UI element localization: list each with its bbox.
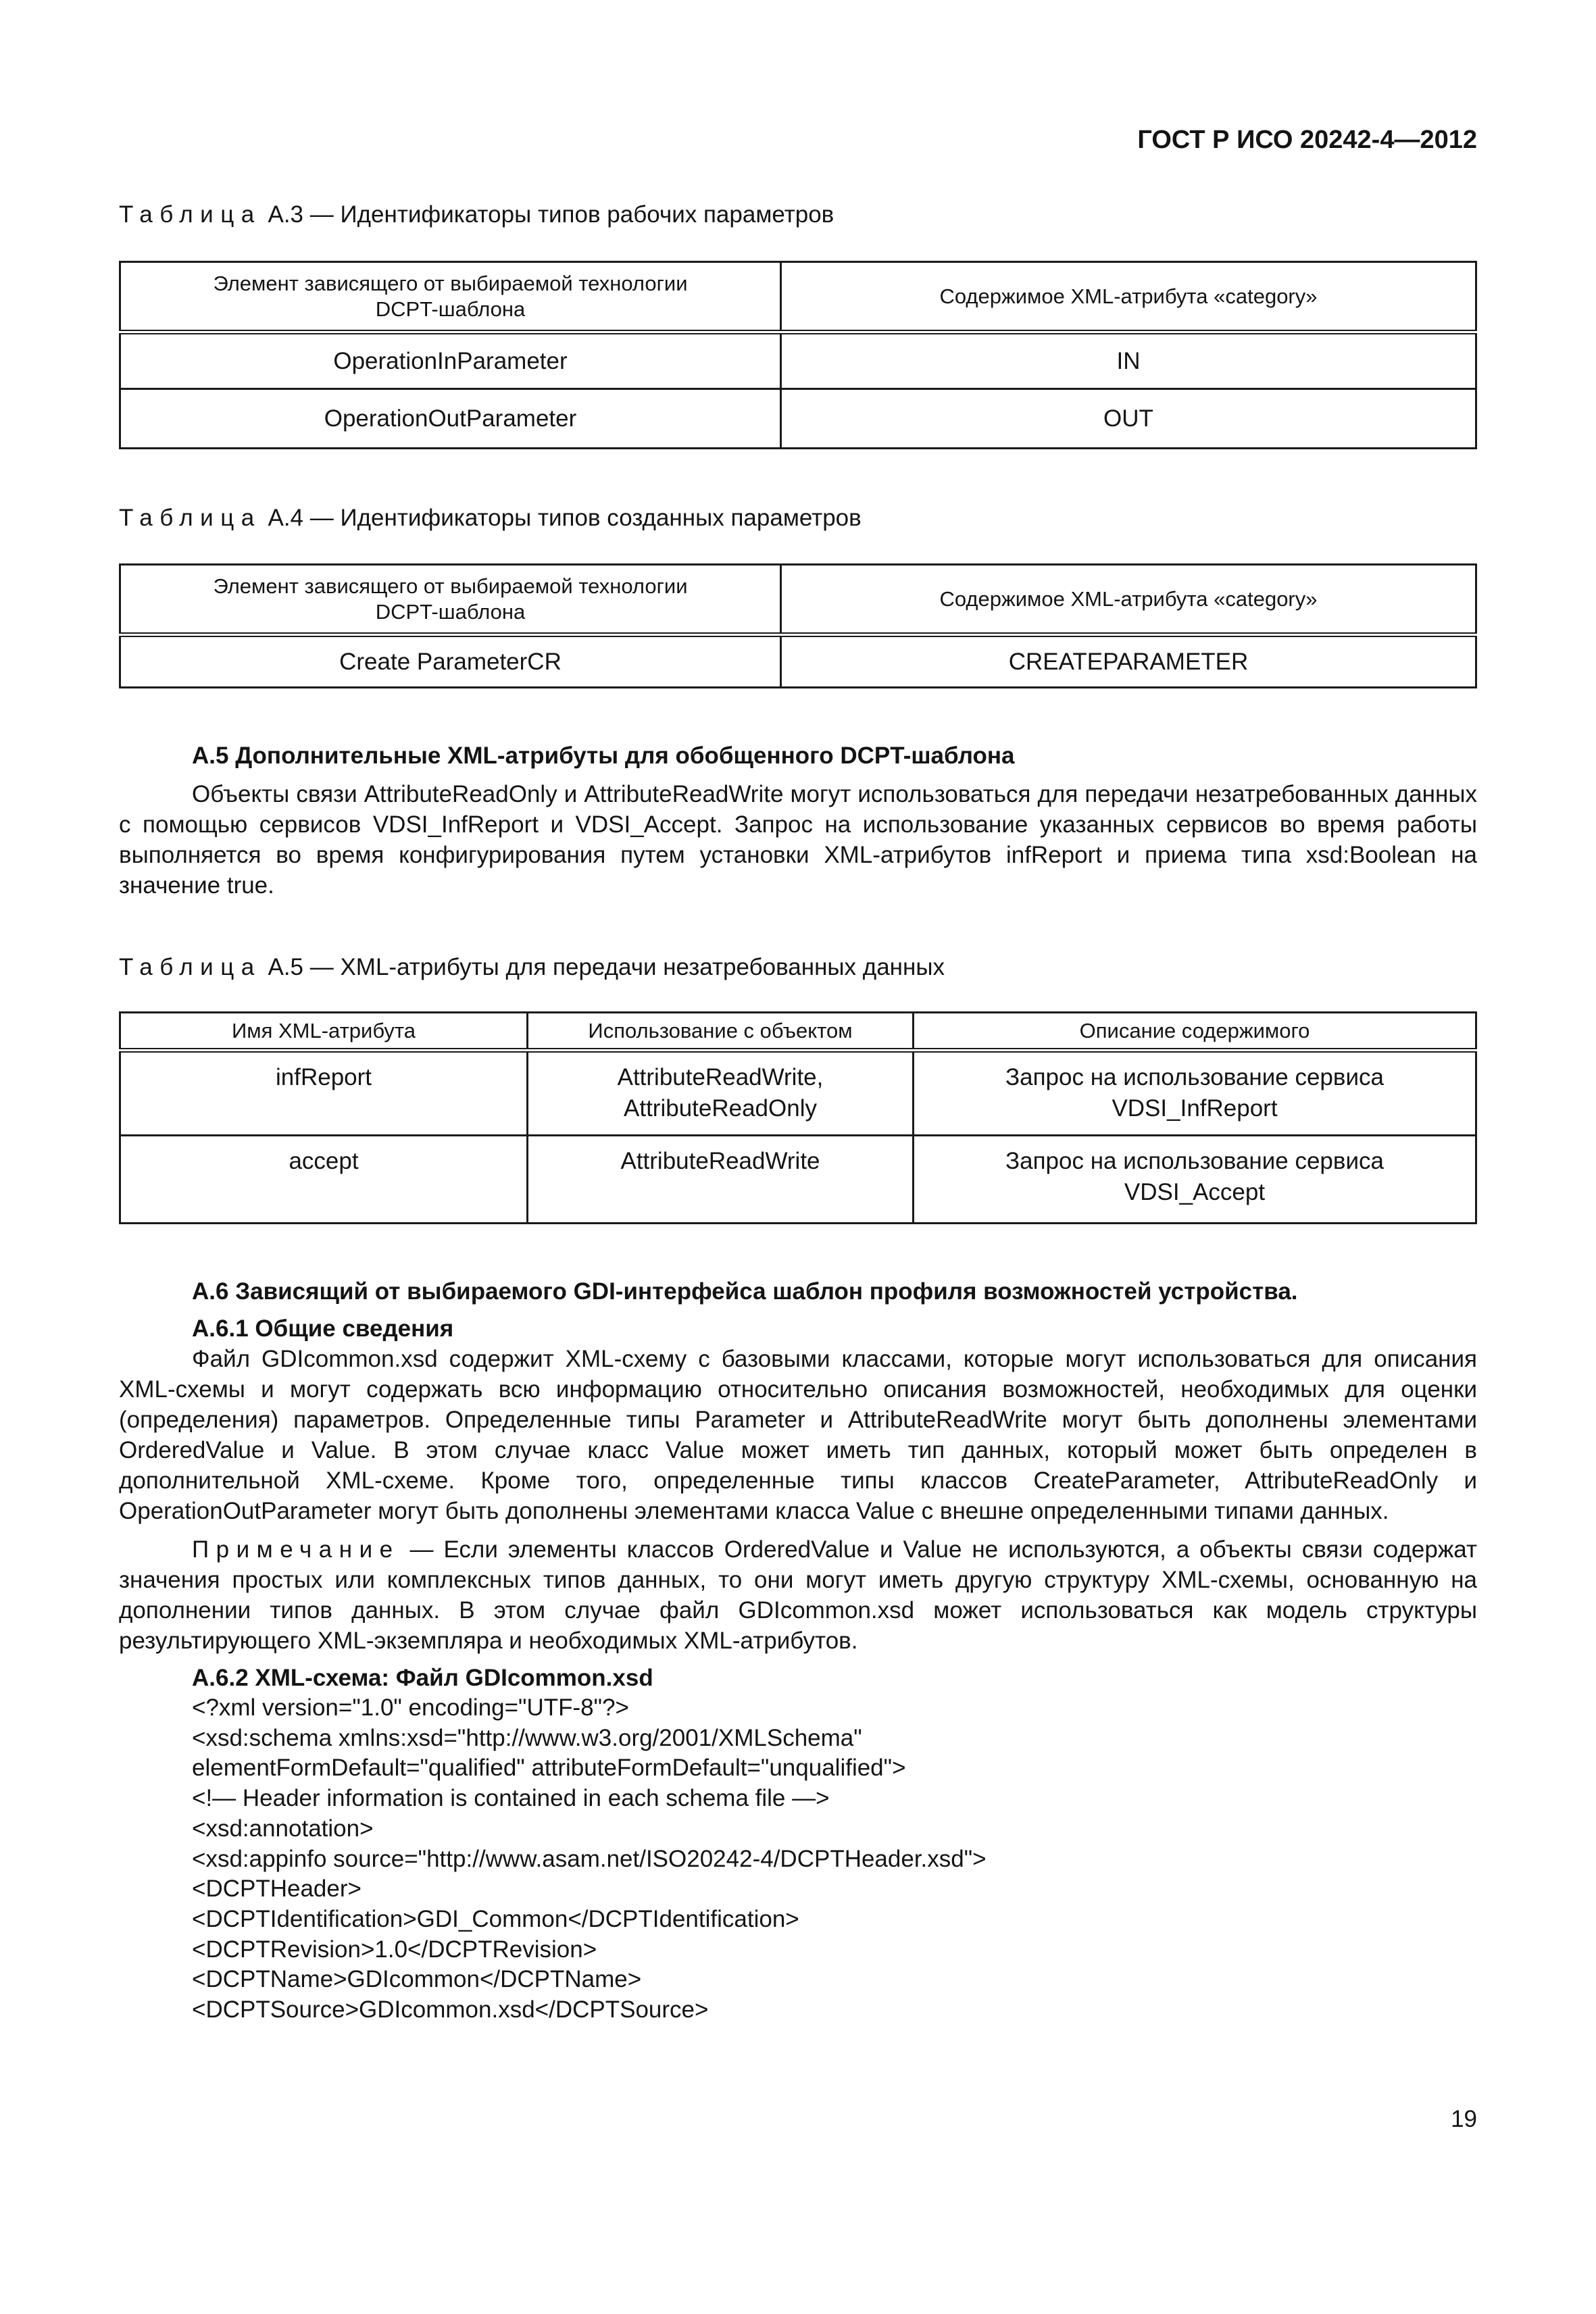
caption-text: А.4 — Идентификаторы типов созданных параметров — [268, 505, 862, 531]
code-line: <xsd:schema xmlns:xsd="http://www.w3.org/2001/XMLSchema" — [192, 1724, 862, 1751]
code-line: elementFormDefault="qualified" attributeFormDefault="unqualified"> — [192, 1755, 906, 1782]
table-row — [120, 332, 1476, 389]
code-line: <?xml version="1.0" encoding="UTF-8"?> — [192, 1694, 629, 1721]
subsection-heading: А.6.1 Общие сведения — [192, 1315, 454, 1342]
document-standard-header: ГОСТ Р ИСО 20242-4—2012 — [1137, 126, 1477, 154]
table-header-cell: Элемент зависящего от выбираемой технологии DCPT-шаблона — [120, 262, 781, 332]
code-line: <xsd:annotation> — [192, 1815, 374, 1842]
table-header-row — [120, 262, 1476, 332]
table-a4 — [119, 563, 1477, 688]
caption-text: А.3 — Идентификаторы типов рабочих параметров — [268, 201, 834, 228]
table-header-cell: Использование с объектом — [528, 1013, 914, 1051]
table-cell: OUT — [781, 389, 1476, 449]
page-number: 19 — [1451, 2106, 1477, 2132]
section-heading: А.6 Зависящий от выбираемого GDI-интерфейса шаблон профиля возможностей устройства. — [192, 1278, 1298, 1305]
table-a5 — [119, 1011, 1477, 1224]
table-row — [120, 1051, 1476, 1136]
table-header-row — [120, 565, 1476, 635]
table-cell: Create ParameterCR — [120, 635, 781, 688]
table-header-cell: Описание содержимого — [914, 1013, 1476, 1051]
table-row — [120, 635, 1476, 688]
note-text: — Если элементы классов OrderedValue и Value не используются, а объекты связи содержат значения простых или комплексных типов данных, то они могут иметь другую структуру XML-схемы, основанную на дополнении типов данных. В этом случае файл GDIcommon.xsd может использоваться как модель структуры результирующего XML-экземпляра и необходимых XML-атрибутов. — [119, 1536, 1477, 1654]
section-heading: А.5 Дополнительные XML-атрибуты для обобщенного DCPT-шаблона — [192, 743, 1015, 769]
code-line: <DCPTRevision>1.0</DCPTRevision> — [192, 1936, 597, 1963]
caption-prefix: Таблица — [119, 201, 261, 228]
code-line: <!— Header information is contained in each schema file —> — [192, 1785, 830, 1812]
table-cell: accept — [120, 1136, 528, 1224]
table-a5-caption — [119, 954, 945, 981]
table-a4-caption — [119, 505, 862, 532]
table-cell: OperationOutParameter — [120, 389, 781, 449]
caption-text: А.5 — XML-атрибуты для передачи незатребованных данных — [268, 954, 945, 980]
code-line: <DCPTSource>GDIcommon.xsd</DCPTSource> — [192, 1996, 709, 2023]
note-label: Примечание — [192, 1536, 400, 1563]
section-a5 — [119, 740, 1477, 901]
table-a3 — [119, 261, 1477, 449]
caption-prefix: Таблица — [119, 505, 261, 531]
table-row — [120, 1136, 1476, 1224]
table-cell: OperationInParameter — [120, 332, 781, 389]
table-header-cell: Содержимое XML-атрибута «category» — [781, 565, 1476, 635]
note-paragraph — [119, 1534, 1477, 1656]
section-paragraph: Файл GDIcommon.xsd содержит XML-схему с базовыми классами, которые могут использоваться для описания XML-схемы и могут содержать всю информацию относительно описания возможностей, необходимых для оценки (определения) параметров. Определенные типы Parameter и AttributeReadWrite могут быть дополнены элементами OrderedValue и Value. В этом случае класс Value может иметь тип данных, который может быть определен в дополнительной XML-схеме. Кроме того, определенные типы классов CreateParameter, AttributeReadOnly и OperationOutParameter могут быть дополнены элементами класса Value с внешне определенными типами данных. — [119, 1346, 1477, 1524]
code-line: <DCPTIdentification>GDI_Common</DCPTIdentification> — [192, 1905, 799, 1932]
code-line: <xsd:appinfo source="http://www.asam.net/ISO20242-4/DCPTHeader.xsd"> — [192, 1845, 987, 1872]
section-a6 — [119, 1276, 1477, 2026]
table-a3-caption — [119, 201, 834, 228]
table-cell: IN — [781, 332, 1476, 389]
table-cell: AttributeReadWrite, AttributeReadOnly — [528, 1051, 914, 1136]
subsection-heading: А.6.2 XML-схема: Файл GDIcommon.xsd — [192, 1665, 653, 1691]
table-header-cell: Элемент зависящего от выбираемой технологии DCPT-шаблона — [120, 565, 781, 635]
table-cell: infReport — [120, 1051, 528, 1136]
table-cell: Запрос на использование сервиса VDSI_InfReport — [914, 1051, 1476, 1136]
table-cell: AttributeReadWrite — [528, 1136, 914, 1224]
code-listing — [119, 1693, 1477, 2026]
table-cell: CREATEPARAMETER — [781, 635, 1476, 688]
caption-prefix: Таблица — [119, 954, 261, 980]
code-line: <DCPTHeader> — [192, 1876, 361, 1903]
table-cell: Запрос на использование сервиса VDSI_Accept — [914, 1136, 1476, 1224]
table-header-cell: Имя XML-атрибута — [120, 1013, 528, 1051]
table-header-row — [120, 1013, 1476, 1051]
table-row — [120, 389, 1476, 449]
code-line: <DCPTName>GDIcommon</DCPTName> — [192, 1966, 642, 1993]
table-header-cell: Содержимое XML-атрибута «category» — [781, 262, 1476, 332]
section-paragraph: Объекты связи AttributeReadOnly и AttributeReadWrite могут использоваться для передачи незатребованных данных с помощью сервисов VDSI_InfReport и VDSI_Accept. Запрос на использование указанных сервисов во время работы выполняется во время конфигурирования путем установки XML-атрибутов infReport и приема типа xsd:Boolean на значение true. — [119, 781, 1477, 899]
